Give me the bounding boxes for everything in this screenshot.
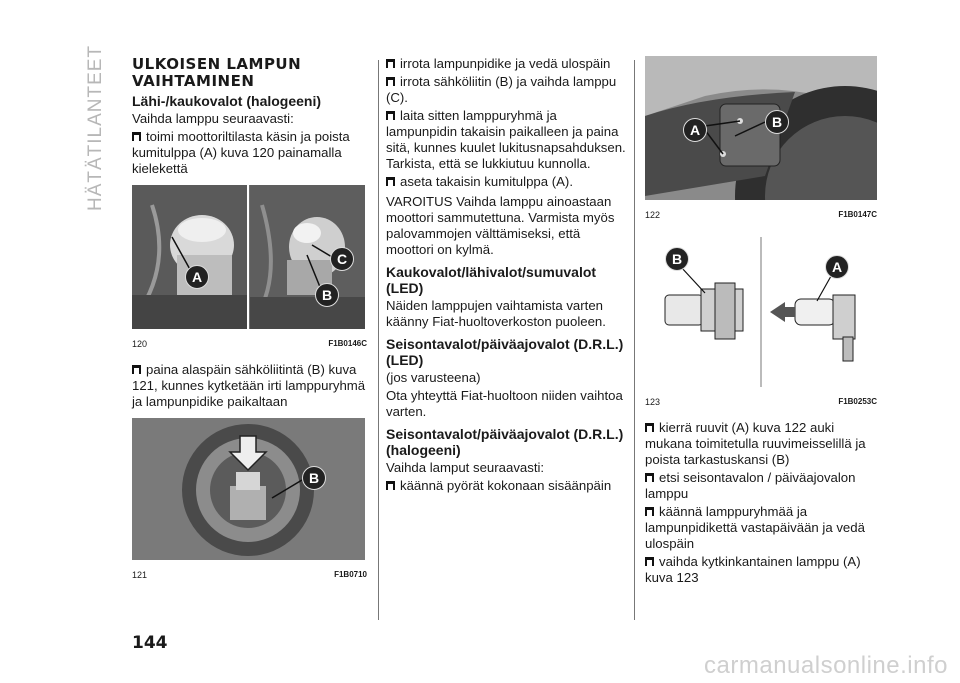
label-b-marker: B [665,247,689,271]
figure-code: F1B0147C [838,210,877,219]
figure-caption [645,207,877,223]
headlight-photo [132,418,365,560]
figure-caption [132,567,367,583]
checkbox-bullet-icon [645,557,655,566]
column-divider [378,60,379,620]
column-3 [645,56,877,588]
figure-code: F1B0253C [838,397,877,406]
checkbox-bullet-icon [386,77,396,86]
checkbox-bullet-icon [386,111,396,120]
checkbox-bullet-icon [386,59,396,68]
figure-code: F1B0710 [334,570,367,579]
figure-number: 122 [645,210,661,220]
bullet-item: toimi moottoriltilasta käsin ja poista kumitulppa (A) kuva 120 painamalla kielekettä [132,129,350,176]
figure-code: F1B0146C [328,339,367,348]
subtitle: Lähi-/kaukovalot (halogeeni) [132,93,322,109]
column-2 [386,56,626,496]
bullet-item: paina alaspäin sähköliitintä (B) kuva 121, kunnes kytketään irti lamppuryhmä ja lampunpidike paikaltaan [132,362,366,409]
figure-caption [132,336,367,352]
body-text: Näiden lamppujen vaihtamista varten käänny Fiat-huoltoverkoston puoleen. [386,298,606,329]
figure-number: 121 [132,570,148,580]
label-a-marker: A [185,265,209,289]
side-tab-label: HÄTÄTILANTEET [85,44,106,211]
label-a-marker: A [825,255,849,279]
wheel-arch-photo [645,56,877,200]
side-tab [78,44,108,218]
bullet-item: vaihda kytkinkantainen lamppu (A) kuva 123 [645,554,861,585]
checkbox-bullet-icon [645,473,655,482]
label-b-marker: B [315,283,339,307]
subtitle: Seisontavalot/päiväajovalot (D.R.L.) (halogeeni) [386,426,624,458]
bullet-item: laita sitten lamppuryhmä ja lampunpidin takaisin paikalleen ja paina sitä, kunnes kuulet lukitusnapsahduksen. Tarkista, että se lukkiutuu kunnolla. [386,108,626,171]
checkbox-bullet-icon [645,507,655,516]
column-1 [132,56,367,583]
body-text: Ota yhteyttä Fiat-huoltoon niiden vaihtoa varten. [386,388,623,419]
bullet-item: etsi seisontavalon / päiväajovalon lamppu [645,470,856,501]
bullet-item: irrota sähköliitin (B) ja vaihda lamppu (C). [386,74,617,105]
section-title: ULKOISEN LAMPUN VAIHTAMINEN [132,55,302,90]
warning-text: VAROITUS Vaihda lamppu ainoastaan moottori sammutettuna. Varmista myös palovammojen välttämiseksi, että moottori on kylmä. [386,194,615,257]
figure-number: 120 [132,339,148,349]
figure-caption [645,394,877,410]
watermark: carmanualsonline.info [704,652,948,679]
figure-121 [132,418,367,583]
page-number: 144 [132,633,168,653]
label-c-marker: C [330,247,354,271]
column-divider [634,60,635,620]
figure-123 [645,237,877,410]
label-a-marker: A [683,118,707,142]
body-text: Vaihda lamput seuraavasti: [386,460,545,475]
figure-120 [132,185,367,352]
bullet-item: käännä lamppuryhmää ja lampunpidikettä vastapäivään ja vedä ulospäin [645,504,865,551]
checkbox-bullet-icon [645,423,655,432]
bullet-item: kierrä ruuvit (A) kuva 122 auki mukana toimitetulla ruuvimeisselillä ja poista tarkastuskansi (B) [645,420,866,467]
bullet-item: irrota lampunpidike ja vedä ulospäin [386,56,626,72]
label-b-marker: B [302,466,326,490]
subtitle: Seisontavalot/päiväajovalot (D.R.L.) (LED) [386,336,624,368]
body-text: (jos varusteena) [386,370,481,385]
figure-122 [645,56,877,223]
checkbox-bullet-icon [386,481,396,490]
intro-text: Vaihda lamppu seuraavasti: [132,111,294,126]
label-b-marker: B [765,110,789,134]
bullet-item: aseta takaisin kumitulppa (A). [386,174,626,190]
bullet-item: käännä pyörät kokonaan sisäänpäin [386,478,626,494]
checkbox-bullet-icon [132,365,142,374]
subtitle: Kaukovalot/lähivalot/sumuvalot (LED) [386,264,597,296]
checkbox-bullet-icon [386,177,396,186]
checkbox-bullet-icon [132,132,142,141]
figure-number: 123 [645,397,661,407]
